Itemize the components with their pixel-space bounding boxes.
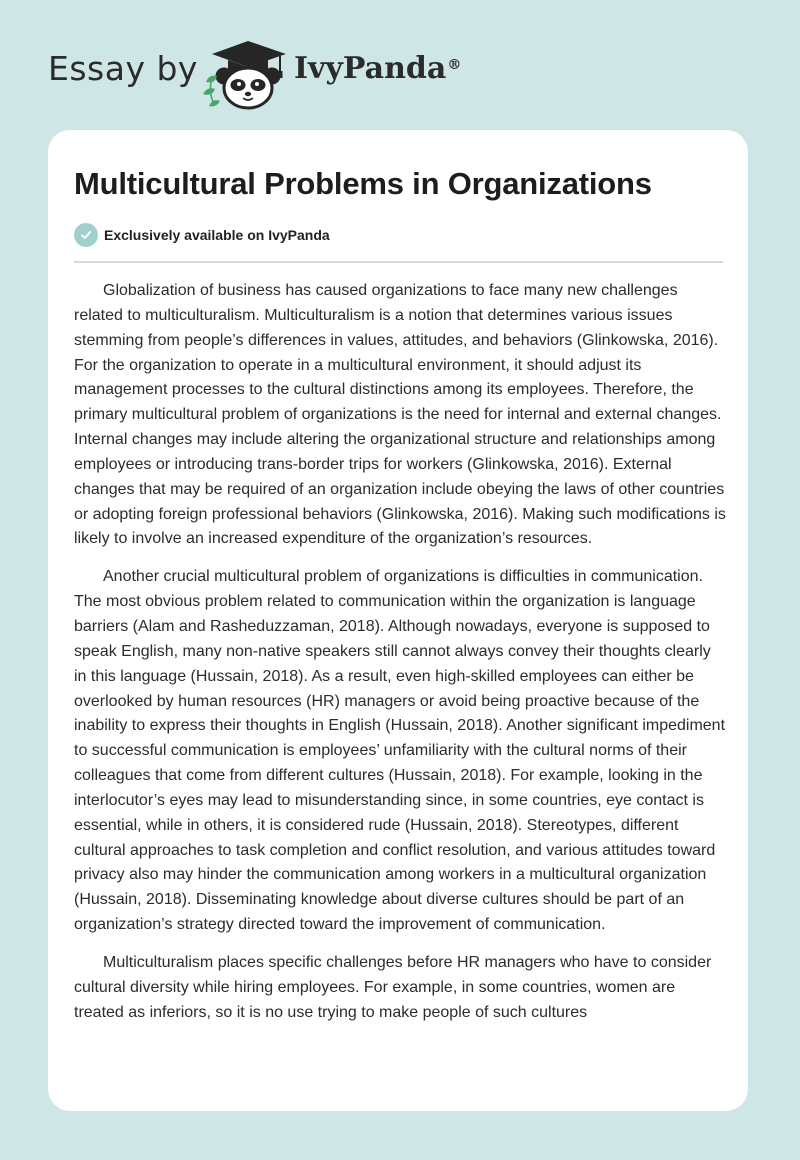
- essay-by-label: Essay by: [48, 49, 198, 88]
- ivypanda-logo-icon[interactable]: [200, 38, 292, 110]
- site-header: [0, 0, 800, 130]
- essay-card: [48, 130, 748, 1111]
- paragraph: Another crucial multicultural problem of organizations is difficulties in communication. The most obvious problem related to communication within the organization is language barriers (Alam and Rasheduzzaman, 2018). Although nowadays, everyone is supposed to speak English, many non-native speakers still cannot always convey their thoughts clearly in this language (Hussain, 2018). As a result, even high-skilled employees can either be overlooked by human resources (HR) managers or avoid being proactive because of the inability to express their thoughts in English (Hussain, 2018). Another significant impediment to successful communication is employees’ unfamiliarity with the cultural norms of their colleagues that come from different cultures (Hussain, 2018). For example, looking in the interlocutor’s eyes may lead to misunderstanding since, in some countries, eye contact is essential, while in others, it is considered rude (Hussain, 2018). Stereotypes, different cultural approaches to task completion and conflict resolution, and various attitudes toward privacy also may hinder the communication among workers in a multicultural organization (Hussain, 2018). Disseminating knowledge about diverse cultures should be part of an organization’s strategy directed toward the improvement of communication.: [74, 568, 726, 934]
- divider: [74, 261, 723, 263]
- exclusive-badge: [74, 222, 330, 248]
- paragraph: Globalization of business has caused organizations to face many new challenges related to multiculturalism. Multiculturalism is a notion that determines various issues stemming from people’s differences in values, attitudes, and behaviors (Glinkowska, 2016). For the organization to operate in a multicultural environment, it should adjust its management processes to the cultural distinctions among its employees. Therefore, the primary multicultural problem of organizations is the need for internal and external changes. Internal changes may include altering the organizational structure and relationships among employees or introducing trans-border trips for workers (Glinkowska, 2016). External changes that may be required of an organization include obeying the laws of other countries or adopting foreign professional behaviors (Glinkowska, 2016). Making such modifications is likely to involve an increased expenditure of the organization’s resources.: [74, 282, 726, 548]
- page-title: Multicultural Problems in Organizations: [74, 166, 652, 201]
- registered-mark: ®: [447, 57, 462, 73]
- exclusive-badge-label: Exclusively available on IvyPanda: [104, 227, 330, 243]
- essay-body: [74, 279, 726, 1038]
- check-icon: [74, 223, 98, 247]
- brand-name[interactable]: [294, 49, 461, 89]
- brand-text: IvyPanda: [294, 51, 447, 86]
- paragraph: Multiculturalism places specific challenges before HR managers who have to consider cultural diversity while hiring employees. For example, in some countries, women are treated as inferiors, so it is no use trying to make people of such cultures: [74, 953, 712, 1021]
